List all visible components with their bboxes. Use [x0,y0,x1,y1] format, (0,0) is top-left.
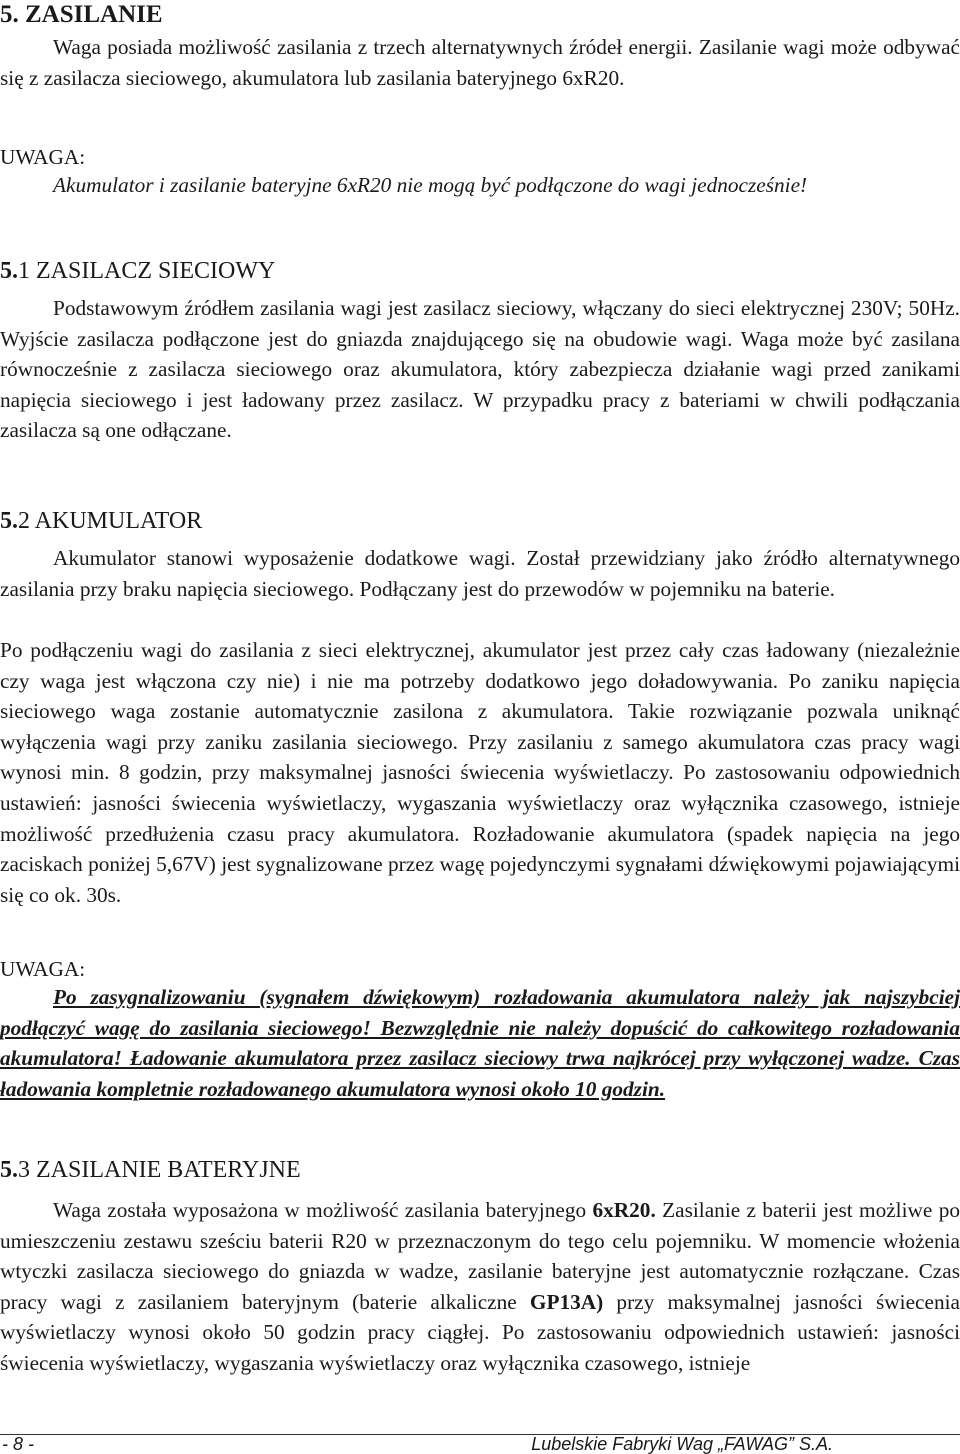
section-5-2-paragraph-2: Po podłączeniu wagi do zasilania z sieci elektrycznej, akumulator jest przez cały czas ładowany (niezależnie czy waga jest włączona czy nie) i nie ma potrzeby dodatkowo jego doładowywania. Po zaniku napięcia sieciowego waga zostanie automatycznie zasilona z akumulatora. Takie rozwiązanie pozwala uniknąć wyłączenia wagi przy zaniku zasilania sieciowego. Przy zasilaniu z samego akumulatora czas pracy wagi wynosi min. 8 godzin, przy maksymalnej jasności świecenia wyświetlaczy. Po zastosowaniu odpowiednich ustawień: jasności świecenia wyświetlaczy, wygaszania wyświetlaczy oraz wyłącznika czasowego, istnieje możliwość przedłużenia czasu pracy akumulatora. Rozładowanie akumulatora (spadek napięcia na jego zaciskach poniżej 5,67V) jest sygnalizowane przez wagę pojedynczymi sygnałami dźwiękowymi pojawiającymi się co ok. 30s. [0,638,960,907]
company-name: Lubelskie Fabryki Wag „FAWAG” S.A. [531,1434,833,1454]
section-5-3-battery-type: 6xR20. [592,1198,656,1222]
section-5-2-heading [0,506,960,536]
warning-text-1: Akumulator i zasilanie bateryjne 6xR20 nie mogą być podłączone do wagi jednocześnie! [53,173,808,197]
section-5-2-title: 2 AKUMULATOR [18,508,203,534]
section-5-3-text-c: Zasilanie z baterii jest możliwe po umieszczeniu zestawu sześciu baterii R20 w przeznaczonym do tego celu pojemniku. W momencie włożenia wtyczki zasilacza sieciowego do gniazda w wadze, zasilanie bateryjne jest automatycznie rozłączane. Czas pracy wagi z zasilaniem bateryjnym (baterie alkaliczne [0,1198,960,1314]
warning-label-2: UWAGA: [0,957,86,981]
section-5-intro: Waga posiada możliwość zasilania z trzech alternatywnych źródeł energii. Zasilanie wagi może odbywać się z zasilacza sieciowego, akumulatora lub zasilania bateryjnego 6xR20. [0,35,960,90]
warning-text-2 [0,982,960,1104]
warning-text-2-body: Po zasygnalizowaniu (sygnałem dźwiękowym) rozładowania akumulatora należy jak najszybciej podłączyć wagę do zasilania sieciowego! Bezwzględnie nie należy dopuścić do całkowitego rozładowania akumulatora! Ładowanie akumulatora przez zasilacz sieciowy trwa najkrócej przy wyłączonej wadze. Czas ładowania kompletnie rozładowanego akumulatora wynosi około 10 godzin. [0,985,960,1101]
section-5-3-battery-model: GP13A) [529,1289,604,1314]
section-5-1-heading [0,256,960,286]
section-5-3-number: 5. [0,1157,18,1183]
section-5-2-number: 5. [0,508,18,534]
section-5-3-text-a: Waga została wyposażona w możliwość zasilania bateryjnego [53,1198,593,1222]
page-footer [0,1435,960,1454]
section-5-1-number: 5. [0,258,18,284]
warning-label-1: UWAGA: [0,145,86,169]
section-5-1-paragraph: Podstawowym źródłem zasilania wagi jest zasilacz sieciowy, włączany do sieci elektrycznej 230V; 50Hz. Wyjście zasilacza podłączone jest do gniazda znajdującego się na obudowie wagi. Waga może być zasilana równocześnie z zasilacza sieciowego oraz akumulatora, który zabezpiecza działanie wagi przed zanikami napięcia sieciowego i jest ładowany przez zasilacz. W przypadku pracy z bateriami w chwili podłączania zasilacza są one odłączane. [0,296,960,443]
section-5-1-title: 1 ZASILACZ SIECIOWY [18,258,276,284]
section-5-3-heading [0,1155,960,1185]
page-number: - 8 - [2,1434,35,1454]
section-5-3-title: 3 ZASILANIE BATERYJNE [18,1157,301,1183]
section-5-3-paragraph [0,1195,960,1379]
section-5-heading: 5. ZASILANIE [0,1,163,28]
section-5-2-paragraph-1: Akumulator stanowi wyposażenie dodatkowe wagi. Został przewidziany jako źródło alternatywnego zasilania przy braku napięcia sieciowego. Podłączany jest do przewodów w pojemniku na baterie. [0,546,960,601]
section-5-3-text-e: przy maksymalnej jasności świecenia wyświetlaczy wynosi około 50 godzin pracy ciągłej. Po zastosowaniu odpowiednich ustawień: jasności świecenia wyświetlaczy, wygaszania wyświetlaczy oraz wyłącznika czasowego, istnieje [0,1289,960,1375]
